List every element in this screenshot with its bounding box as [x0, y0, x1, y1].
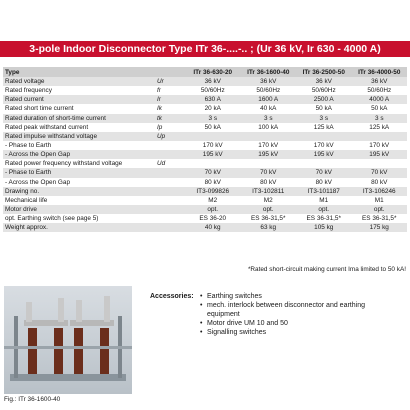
row-label: Mechanical life	[5, 196, 48, 204]
row-value: 3 s	[352, 114, 408, 123]
row-symbol: fr	[157, 87, 161, 95]
row-symbol	[155, 196, 185, 205]
header-cell-type: ITr 36-4000-50	[352, 67, 408, 77]
row-value: IT3-106246	[352, 187, 408, 196]
row-value: opt.	[296, 205, 352, 214]
row-symbol: Ud	[157, 160, 166, 168]
row-symbol	[155, 223, 185, 232]
row-value: ES 36-31,5*	[306, 215, 341, 223]
base-frame	[10, 374, 126, 381]
row-value: M2	[208, 196, 218, 204]
header-cell-type: ITr 36-630-20	[185, 67, 241, 77]
row-value: 70 kV	[185, 168, 241, 177]
row-label: Rated frequency	[5, 87, 52, 95]
row-value	[241, 132, 297, 141]
row-value: 195 kV	[185, 150, 241, 159]
table-row	[3, 114, 407, 123]
row-value: ES 36-31,5*	[362, 215, 397, 223]
row-value: 70 kV	[241, 168, 297, 177]
row-value: 170 kV	[202, 142, 223, 150]
row-value: 70 kV	[296, 168, 352, 177]
row-value: 170 kV	[313, 142, 334, 150]
row-value	[241, 159, 297, 168]
row-label: Rated impulse withstand voltage	[3, 132, 155, 141]
table-row	[3, 132, 407, 141]
row-value: M1	[319, 196, 329, 204]
table-row	[3, 150, 407, 159]
row-value: 36 kV	[185, 77, 241, 86]
row-label: Rated current	[3, 95, 155, 104]
row-value: 50/60Hz	[256, 87, 281, 95]
row-value: 195 kV	[352, 150, 408, 159]
product-photo	[4, 286, 132, 394]
row-value: 50 kA	[315, 105, 332, 113]
row-label: Rated voltage	[3, 77, 155, 86]
row-value: 20 kA	[204, 105, 221, 113]
row-value: 50 kA	[204, 123, 221, 131]
table-row	[3, 141, 407, 150]
row-symbol: Ik	[157, 105, 162, 113]
row-value: 80 kV	[315, 178, 332, 186]
table-row	[3, 86, 407, 95]
row-value: 3 s	[185, 114, 241, 123]
row-value: ES 36-20	[199, 215, 227, 223]
row-label: Drawing no.	[3, 187, 155, 196]
row-symbol	[155, 150, 185, 159]
row-value: 195 kV	[296, 150, 352, 159]
row-label: - Across the Open Gap	[3, 150, 155, 159]
row-label: - Phase to Earth	[3, 168, 155, 177]
row-label: Rated peak withstand current	[5, 123, 89, 131]
table-row	[3, 223, 407, 232]
accessory-item: • Signalling switches	[200, 328, 380, 337]
row-value: 80 kV	[371, 178, 388, 186]
row-value: 125 kA	[313, 123, 334, 131]
row-value: 80 kV	[204, 178, 221, 186]
row-value: 50/60Hz	[311, 87, 336, 95]
row-value	[352, 159, 408, 168]
row-value: 3 s	[241, 114, 297, 123]
row-value: opt.	[241, 205, 297, 214]
row-symbol	[155, 168, 185, 177]
table-row	[3, 77, 407, 86]
row-value: 125 kA	[369, 123, 390, 131]
footnote: *Rated short-circuit making current Ima limited to 50 kA!	[247, 266, 406, 273]
row-label: Rated duration of short-time current	[3, 114, 155, 123]
disconnector-illustration	[4, 286, 132, 394]
row-value: 175 kg	[352, 223, 408, 232]
row-value: 170 kV	[369, 142, 390, 150]
accessory-item: • mech. interlock between disconnector and earthing equipment	[200, 301, 380, 319]
row-symbol	[155, 187, 185, 196]
row-value: 100 kA	[258, 123, 279, 131]
accessories-label: Accessories:	[150, 293, 194, 300]
row-value: ES 36-31,5*	[251, 215, 286, 223]
figure-caption: Fig.: ITr 36-1600-40	[4, 396, 61, 403]
row-value: 2500 A	[296, 95, 352, 104]
row-value: 630 A	[185, 95, 241, 104]
table-row	[3, 95, 407, 104]
row-symbol: Ur	[155, 77, 185, 86]
row-value: opt.	[352, 205, 408, 214]
row-symbol	[155, 141, 185, 150]
row-value: opt.	[185, 205, 241, 214]
row-value: M1	[374, 196, 384, 204]
row-value	[296, 159, 352, 168]
row-label: opt. Earthing switch (see page 5)	[5, 215, 99, 223]
row-value: 50/60Hz	[200, 87, 225, 95]
row-label: Motor drive	[3, 205, 155, 214]
row-value: 63 kg	[241, 223, 297, 232]
row-value	[352, 132, 408, 141]
row-value: 36 kV	[296, 77, 352, 86]
table-row	[3, 104, 407, 113]
accessory-item: • Motor drive UM 10 and 50	[200, 319, 380, 328]
row-value: 105 kg	[296, 223, 352, 232]
table-row	[3, 214, 407, 223]
table-row	[3, 178, 407, 187]
row-value: 70 kV	[352, 168, 408, 177]
table-row	[3, 205, 407, 214]
table-header-row	[3, 67, 407, 77]
row-symbol	[155, 205, 185, 214]
row-label: Rated power frequency withstand voltage	[5, 160, 123, 168]
row-value: 4000 A	[352, 95, 408, 104]
row-value: 170 kV	[258, 142, 279, 150]
contact-blades	[26, 296, 110, 322]
accessories-list	[200, 292, 380, 337]
header-cell-symbol	[155, 67, 185, 77]
row-value	[185, 159, 241, 168]
row-value: 36 kV	[241, 77, 297, 86]
row-value	[185, 132, 241, 141]
row-symbol	[155, 214, 185, 223]
row-label: - Phase to Earth	[5, 142, 52, 150]
header-cell-label: Type	[3, 67, 155, 77]
row-value: 40 kA	[260, 105, 277, 113]
row-value: IT3-102811	[241, 187, 297, 196]
row-symbol: Ir	[155, 95, 185, 104]
page-title: 3-pole Indoor Disconnector Type ITr 36-....-.. ; (Ur 36 kV, Ir 630 - 4000 A)	[0, 41, 410, 57]
table-row	[3, 196, 407, 205]
drive-shaft	[4, 346, 132, 349]
row-label: Rated short time current	[5, 105, 74, 113]
row-symbol: Ip	[157, 123, 163, 131]
row-value: M2	[263, 196, 273, 204]
row-label: - Across the Open Gap	[5, 178, 71, 186]
row-value: 50 kA	[371, 105, 388, 113]
row-value: 1600 A	[241, 95, 297, 104]
row-value: 50/60Hz	[367, 87, 392, 95]
accessory-item: • Earthing switches	[200, 292, 380, 301]
row-value: 36 kV	[352, 77, 408, 86]
table-row	[3, 123, 407, 132]
row-symbol: Up	[155, 132, 185, 141]
table-row	[3, 187, 407, 196]
row-value: IT3-101187	[296, 187, 352, 196]
row-value: IT3-099826	[185, 187, 241, 196]
row-label: Weight approx.	[3, 223, 155, 232]
row-symbol	[155, 178, 185, 187]
table-row	[3, 159, 407, 168]
row-value: 3 s	[296, 114, 352, 123]
row-value	[296, 132, 352, 141]
row-value: 195 kV	[241, 150, 297, 159]
header-cell-type: ITr 36-1600-40	[241, 67, 297, 77]
header-cell-type: ITr 36-2500-50	[296, 67, 352, 77]
row-value: 40 kg	[185, 223, 241, 232]
spec-table	[3, 67, 407, 232]
table-row	[3, 168, 407, 177]
row-value: 80 kV	[260, 178, 277, 186]
row-symbol: tk	[155, 114, 185, 123]
